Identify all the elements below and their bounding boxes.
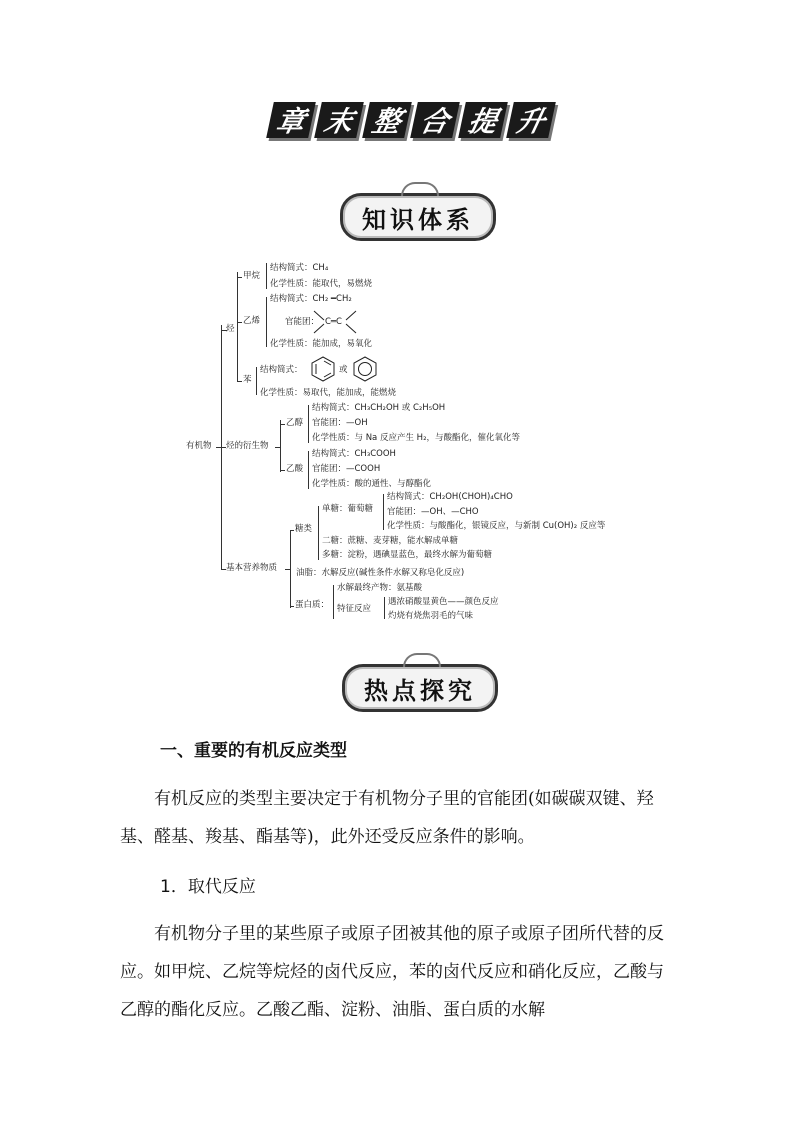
ethylene-group: 官能团： <box>285 317 320 327</box>
methane-label: 甲烷 <box>243 271 261 281</box>
tree-root: 有机物 <box>186 441 212 451</box>
protein-label: 蛋白质： <box>295 600 330 610</box>
sugars-label: 糖类 <box>295 524 313 534</box>
polysaccharide-text: 多糖：淀粉，遇碘显蓝色，最终水解为葡萄糖 <box>322 550 493 560</box>
title-char: 合 <box>410 102 460 138</box>
subsection-heading: 1．取代反应 <box>160 877 256 897</box>
acetic-label: 乙酸 <box>286 464 304 474</box>
tree-line <box>275 447 280 448</box>
disaccharide-text: 二糖：蔗糖、麦芽糖，能水解成单糖 <box>322 536 459 546</box>
benzene-kekule-icon <box>310 355 336 383</box>
methane-props: 化学性质：能取代，易燃烧 <box>270 279 373 289</box>
nutrients-label: 基本营养物质 <box>226 563 278 573</box>
section-heading: 一、重要的有机反应类型 <box>160 741 347 761</box>
tree-line <box>237 272 238 382</box>
hotspot-badge: 热点探究 <box>342 664 498 712</box>
tree-line <box>384 597 385 619</box>
tree-line <box>318 506 319 560</box>
ethylene-label: 乙烯 <box>243 316 261 326</box>
title-char: 提 <box>458 102 508 138</box>
tree-line <box>308 405 309 443</box>
fat-text: 油脂：水解反应(碱性条件水解又称皂化反应) <box>296 568 465 578</box>
derivative-label: 烃的衍生物 <box>226 441 269 451</box>
tree-line <box>333 585 334 619</box>
protein-hydrolysis: 水解最终产物：氨基酸 <box>337 583 423 593</box>
ethylene-group-cc: C═C <box>325 317 342 327</box>
benzene-props: 化学性质：易取代，能加成，能燃烧 <box>260 388 397 398</box>
glucose-props: 化学性质：与酸酯化，银镜反应，与新制 Cu(OH)₂ 反应等 <box>387 521 606 531</box>
benzene-or: 或 <box>339 365 348 375</box>
tree-line <box>290 606 294 607</box>
tree-line <box>237 381 242 382</box>
acetic-props: 化学性质：酸的通性、与醇酯化 <box>312 479 432 489</box>
benzene-formula: 结构简式： <box>260 365 303 375</box>
tree-line <box>285 569 290 570</box>
tree-line <box>266 263 267 289</box>
ethylene-props: 化学性质：能加成，易氧化 <box>270 339 373 349</box>
tree-line <box>280 420 281 472</box>
tree-line <box>280 424 285 425</box>
benzene-ring-icon <box>352 355 378 383</box>
acetic-formula: 结构简式：CH₃COOH <box>312 449 396 459</box>
tree-line <box>237 322 242 323</box>
tree-line <box>290 530 291 608</box>
title-char: 章 <box>266 102 316 138</box>
subsection-paragraph: 有机物分子里的某些原子或原子团被其他的原子或原子团所代替的反应。如甲烷、乙烷等烷烃的卤代反应，苯的卤代反应和硝化反应，乙酸与乙醇的酯化反应。乙酸乙酯、淀粉、油脂、蛋白质的水解 <box>120 924 664 1020</box>
acetic-group: 官能团：—COOH <box>312 464 381 474</box>
tree-line <box>237 277 242 278</box>
ethanol-props: 化学性质：与 Na 反应产生 H₂，与酸酯化，催化氧化等 <box>312 433 520 443</box>
benzene-label: 苯 <box>243 375 252 385</box>
mono-label: 单糖：葡萄糖 <box>322 504 374 514</box>
title-char: 整 <box>362 102 412 138</box>
tree-line <box>266 297 267 347</box>
ethylene-formula: 结构简式：CH₂ ━CH₂ <box>270 294 352 304</box>
ethanol-formula: 结构简式：CH₃CH₂OH 或 C₂H₅OH <box>312 403 446 413</box>
protein-feature-1: 遇浓硝酸显黄色——颜色反应 <box>388 597 499 607</box>
title-char: 升 <box>506 102 556 138</box>
glucose-group: 官能团：—OH、—CHO <box>387 507 479 517</box>
hydrocarbon-label: 烃 <box>226 324 235 334</box>
protein-feature-2: 灼烧有烧焦羽毛的气味 <box>388 611 474 621</box>
tree-line <box>383 494 384 530</box>
protein-feature-label: 特征反应 <box>337 604 372 614</box>
tree-line <box>256 367 257 395</box>
knowledge-system-badge: 知识体系 <box>340 193 496 241</box>
ethanol-label: 乙醇 <box>286 418 304 428</box>
section-paragraph: 有机反应的类型主要决定于有机物分子里的官能团(如碳碳双键、羟基、醛基、羧基、酯基等)，此外还受反应条件的影响。 <box>120 789 654 847</box>
tree-line <box>290 530 294 531</box>
methane-formula: 结构简式：CH₄ <box>270 263 329 273</box>
glucose-formula: 结构简式：CH₂OH(CHOH)₄CHO <box>387 492 513 502</box>
ethanol-group: 官能团：—OH <box>312 418 368 428</box>
tree-line <box>308 451 309 489</box>
tree-line <box>280 470 285 471</box>
title-char: 末 <box>314 102 364 138</box>
